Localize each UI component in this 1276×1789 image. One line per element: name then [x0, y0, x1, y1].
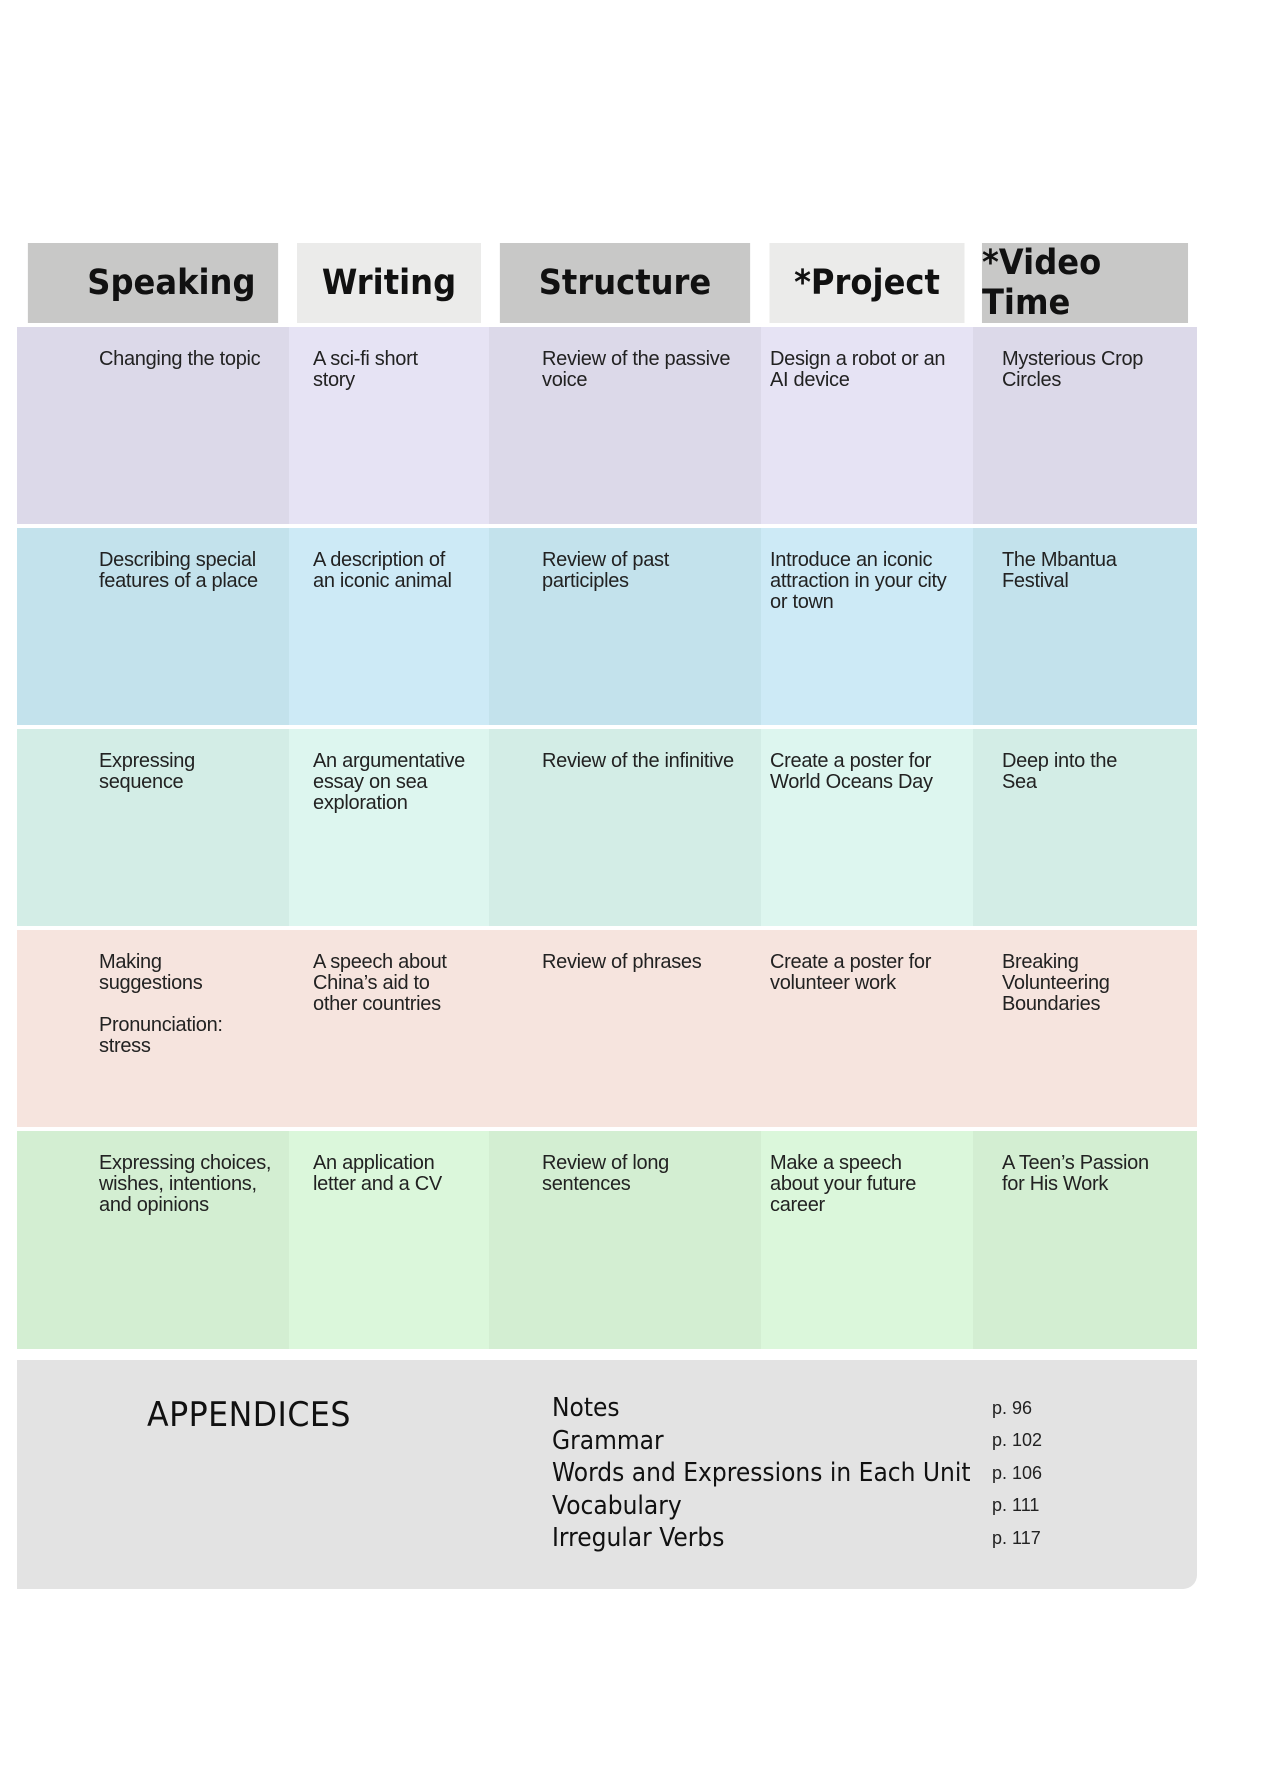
video-cell: [973, 327, 1197, 524]
project-text: Design a robot or an AI device: [770, 348, 946, 391]
video-text: Mysterious Crop Circles: [1002, 348, 1144, 391]
speaking-cell: [17, 327, 289, 524]
speaking-cell: [17, 1131, 289, 1349]
appendix-item[interactable]: [552, 1425, 1042, 1458]
appendices-panel: [17, 1360, 1197, 1589]
structure-text: Review of the infinitive: [542, 750, 734, 772]
video-cell: [973, 528, 1197, 725]
speaking-text: Expressing sequence: [99, 750, 195, 793]
structure-cell: [489, 327, 761, 524]
appendix-item[interactable]: [552, 1457, 1042, 1490]
video-text: Deep into the Sea: [1002, 750, 1118, 793]
speaking-text: Changing the topic: [99, 348, 261, 370]
structure-cell: [489, 528, 761, 725]
header-structure: Structure: [500, 243, 750, 323]
writing-text: An application letter and a CV: [313, 1152, 442, 1195]
writing-text: A description of an iconic animal: [313, 549, 452, 592]
structure-text: Review of long sentences: [542, 1152, 669, 1195]
project-cell: [761, 729, 973, 926]
unit-row: [17, 327, 1197, 524]
project-cell: [761, 1131, 973, 1349]
appendix-name: Grammar: [552, 1425, 664, 1456]
structure-text: Review of past participles: [542, 549, 669, 592]
project-cell: [761, 528, 973, 725]
appendices-list: [552, 1392, 1042, 1555]
structure-text: Review of the passive voice: [542, 348, 731, 391]
writing-cell: [289, 528, 489, 725]
writing-text: A speech about China’s aid to other countries: [313, 951, 447, 1015]
appendix-name: Irregular Verbs: [552, 1523, 725, 1554]
writing-text: A sci-fi short story: [313, 348, 418, 391]
contents-table: [17, 243, 1197, 1349]
unit-row: [17, 930, 1197, 1127]
header-speaking: Speaking: [28, 243, 278, 323]
speaking-text: Expressing choices, wishes, intentions, and opinions: [99, 1152, 272, 1216]
writing-cell: [289, 327, 489, 524]
header-video-time: *Video Time: [982, 243, 1188, 323]
writing-cell: [289, 729, 489, 926]
speaking-text: Describing special features of a place: [99, 549, 258, 592]
writing-cell: [289, 1131, 489, 1349]
structure-text: Review of phrases: [542, 951, 702, 973]
pronunciation-text: Pronunciation: stress: [99, 1014, 223, 1057]
appendix-page: p. 106: [992, 1462, 1043, 1483]
project-cell: [761, 327, 973, 524]
structure-cell: [489, 1131, 761, 1349]
project-text: Create a poster for World Oceans Day: [770, 750, 933, 793]
appendix-page: p. 102: [992, 1430, 1043, 1451]
appendix-name: Vocabulary: [552, 1490, 682, 1521]
speaking-cell: [17, 729, 289, 926]
speaking-cell: [17, 930, 289, 1127]
project-text: Create a poster for volunteer work: [770, 951, 932, 994]
project-text: Introduce an iconic attraction in your city or town: [770, 549, 947, 613]
video-cell: [973, 930, 1197, 1127]
unit-row: [17, 1131, 1197, 1349]
structure-cell: [489, 930, 761, 1127]
appendix-item[interactable]: [552, 1392, 1042, 1425]
video-text: Breaking Volunteering Boundaries: [1002, 951, 1110, 1015]
writing-text: An argumentative essay on sea exploration: [313, 750, 465, 814]
video-text: The Mbantua Festival: [1002, 549, 1117, 592]
appendix-page: p. 111: [992, 1495, 1040, 1516]
unit-row: [17, 729, 1197, 926]
project-cell: [761, 930, 973, 1127]
appendix-page: p. 96: [992, 1397, 1033, 1418]
video-text: A Teen’s Passion for His Work: [1002, 1152, 1149, 1195]
video-cell: [973, 729, 1197, 926]
appendix-name: Notes: [552, 1393, 620, 1424]
appendix-name: Words and Expressions in Each Unit: [552, 1458, 971, 1489]
structure-cell: [489, 729, 761, 926]
appendices-title: APPENDICES: [147, 1395, 351, 1435]
writing-cell: [289, 930, 489, 1127]
header-row: [17, 243, 1197, 323]
appendix-page: p. 117: [992, 1527, 1041, 1548]
speaking-cell: [17, 528, 289, 725]
video-cell: [973, 1131, 1197, 1349]
appendix-item[interactable]: [552, 1522, 1042, 1555]
speaking-text: Making suggestions: [99, 951, 203, 994]
header-writing: Writing: [297, 243, 481, 323]
unit-row: [17, 528, 1197, 725]
header-project: *Project: [769, 243, 964, 323]
project-text: Make a speech about your future career: [770, 1152, 917, 1216]
appendix-item[interactable]: [552, 1490, 1042, 1523]
